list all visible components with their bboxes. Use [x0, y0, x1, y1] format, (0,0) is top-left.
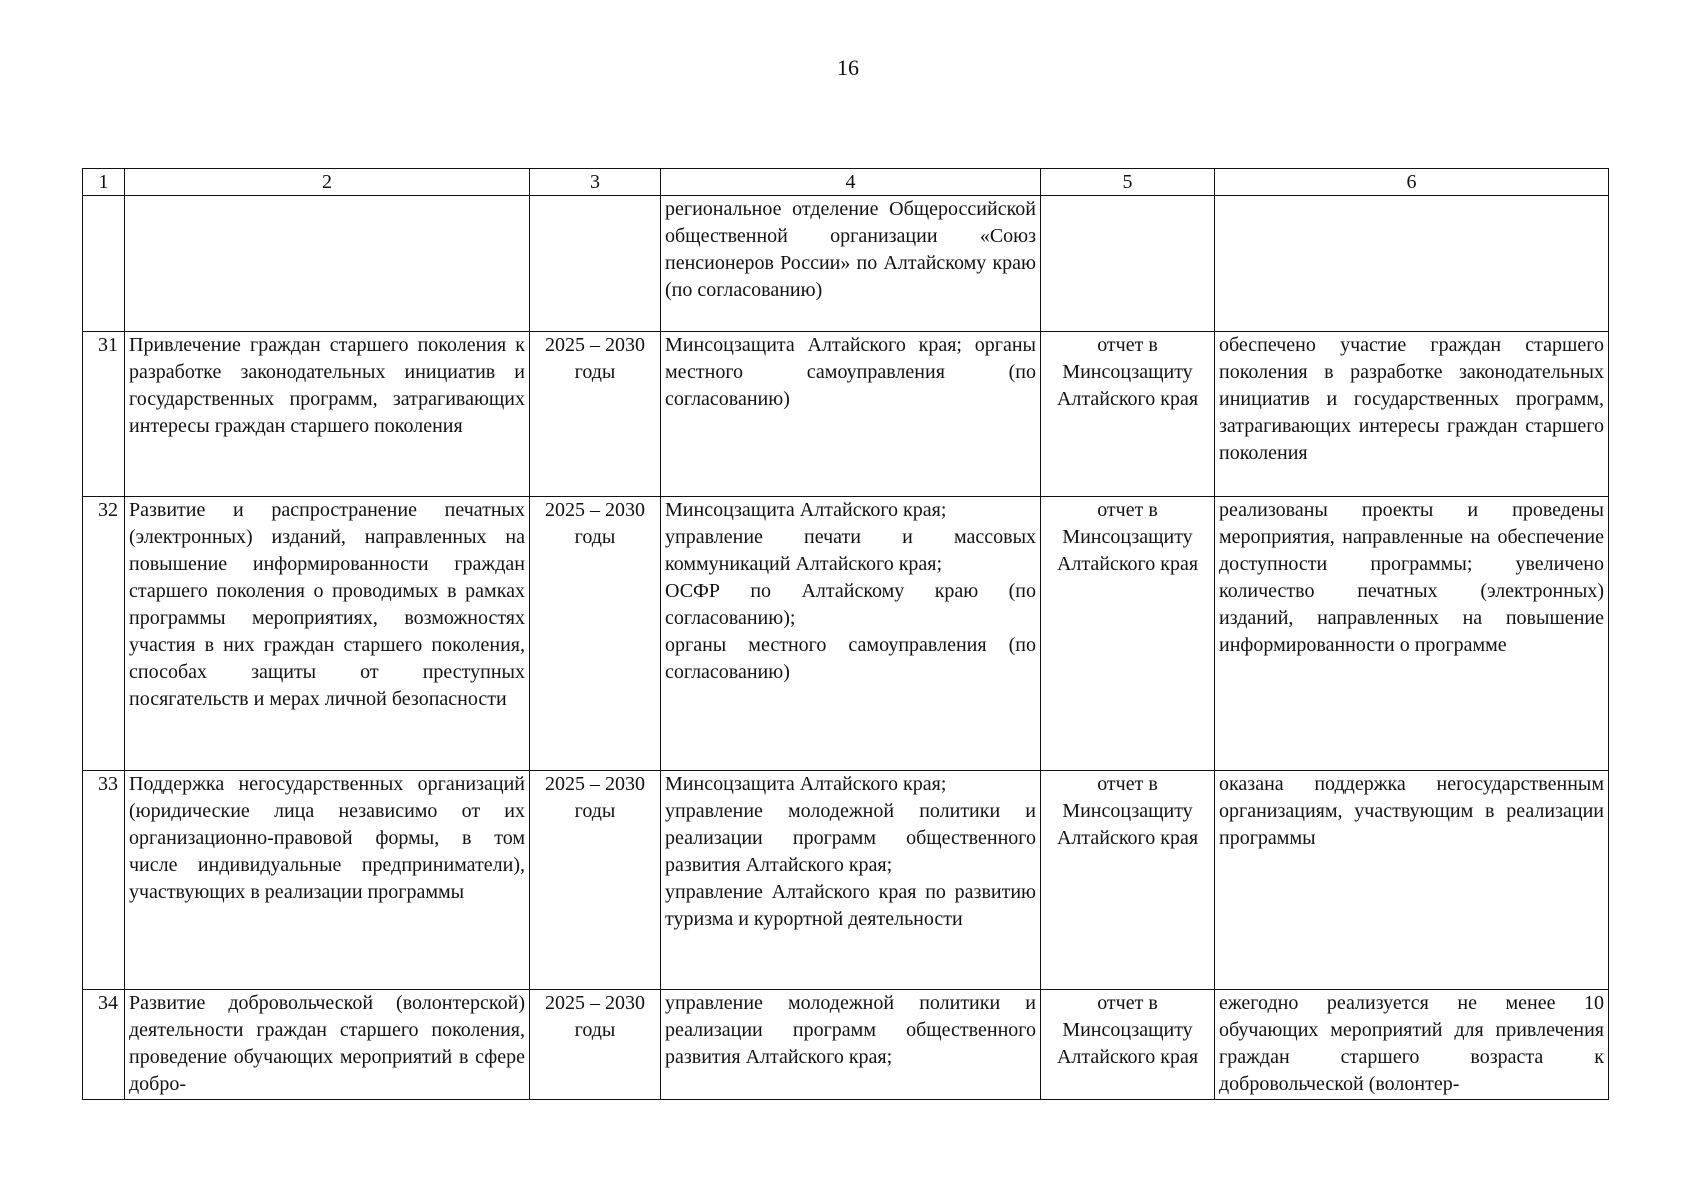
report-cell [1041, 196, 1215, 332]
result-cell [1215, 196, 1609, 332]
result-cell: обеспечено участие граждан старшего поколения в разработке законодательных инициатив и государственных программ, затрагивающих интересы граждан старшего поколения [1215, 332, 1609, 497]
column-number-row [83, 169, 1609, 196]
executors-cell: Минсоцзащита Алтайского края; органы местного самоуправления (по согласованию) [661, 332, 1041, 497]
row-number: 34 [83, 990, 125, 1100]
report-cell: отчет в Минсоцзащиту Алтайского края [1041, 990, 1215, 1100]
measures-table [82, 168, 1609, 1100]
table-row [83, 196, 1609, 332]
report-cell: отчет в Минсоцзащиту Алтайского края [1041, 771, 1215, 990]
period-cell: 2025 – 2030 годы [530, 990, 661, 1100]
table-row [83, 771, 1609, 990]
column-header-6: 6 [1215, 169, 1609, 196]
measure-cell [125, 196, 530, 332]
report-cell: отчет в Минсоцзащиту Алтайского края [1041, 332, 1215, 497]
column-header-3: 3 [530, 169, 661, 196]
column-header-1: 1 [83, 169, 125, 196]
page-number: 16 [837, 55, 859, 80]
result-cell: ежегодно реализуется не менее 10 обучающих мероприятий для привлечения граждан старшего возраста к добровольческой (волонтер- [1215, 990, 1609, 1100]
result-cell: реализованы проекты и проведены мероприятия, направленные на обеспечение доступности программы; увеличено количество печатных (электронных) изданий, направленных на повышение информированности о программе [1215, 497, 1609, 771]
measure-cell: Привлечение граждан старшего поколения к разработке законодательных инициатив и государственных программ, затрагивающих интересы граждан старшего поколения [125, 332, 530, 497]
period-cell [530, 196, 661, 332]
executors-cell: управление молодежной политики и реализации программ общественного развития Алтайского края; [661, 990, 1041, 1100]
result-cell: оказана поддержка негосударственным организациям, участвующим в реализации программы [1215, 771, 1609, 990]
column-header-4: 4 [661, 169, 1041, 196]
measure-cell: Поддержка негосударственных организаций (юридические лица независимо от их организационно-правовой формы, в том числе индивидуальные предприниматели), участвующих в реализации программы [125, 771, 530, 990]
report-cell: отчет в Минсоцзащиту Алтайского края [1041, 497, 1215, 771]
period-cell: 2025 – 2030 годы [530, 771, 661, 990]
row-number: 31 [83, 332, 125, 497]
table-row [83, 990, 1609, 1100]
row-number: 33 [83, 771, 125, 990]
column-header-2: 2 [125, 169, 530, 196]
executors-cell: Минсоцзащита Алтайского края; управление молодежной политики и реализации программ общественного развития Алтайского края; управление Алтайского края по развитию туризма и курортной деятельности [661, 771, 1041, 990]
column-header-5: 5 [1041, 169, 1215, 196]
row-number [83, 196, 125, 332]
executors-cell: Минсоцзащита Алтайского края; управление печати и массовых коммуникаций Алтайского края; ОСФР по Алтайскому краю (по согласованию); органы местного самоуправления (по согласованию) [661, 497, 1041, 771]
measure-cell: Развитие добровольческой (волонтерской) деятельности граждан старшего поколения, проведение обучающих мероприятий в сфере добро- [125, 990, 530, 1100]
table-row [83, 332, 1609, 497]
period-cell: 2025 – 2030 годы [530, 332, 661, 497]
measure-cell: Развитие и распространение печатных (электронных) изданий, направленных на повышение информированности граждан старшего поколения о проводимых в рамках программы мероприятиях, возможностях участия в них граждан старшего поколения, способах защиты от преступных посягательств и мерах личной безопасности [125, 497, 530, 771]
period-cell: 2025 – 2030 годы [530, 497, 661, 771]
executors-cell: региональное отделение Общероссийской общественной организации «Союз пенсионеров России» по Алтайскому краю (по согласованию) [661, 196, 1041, 332]
row-number: 32 [83, 497, 125, 771]
table-row [83, 497, 1609, 771]
